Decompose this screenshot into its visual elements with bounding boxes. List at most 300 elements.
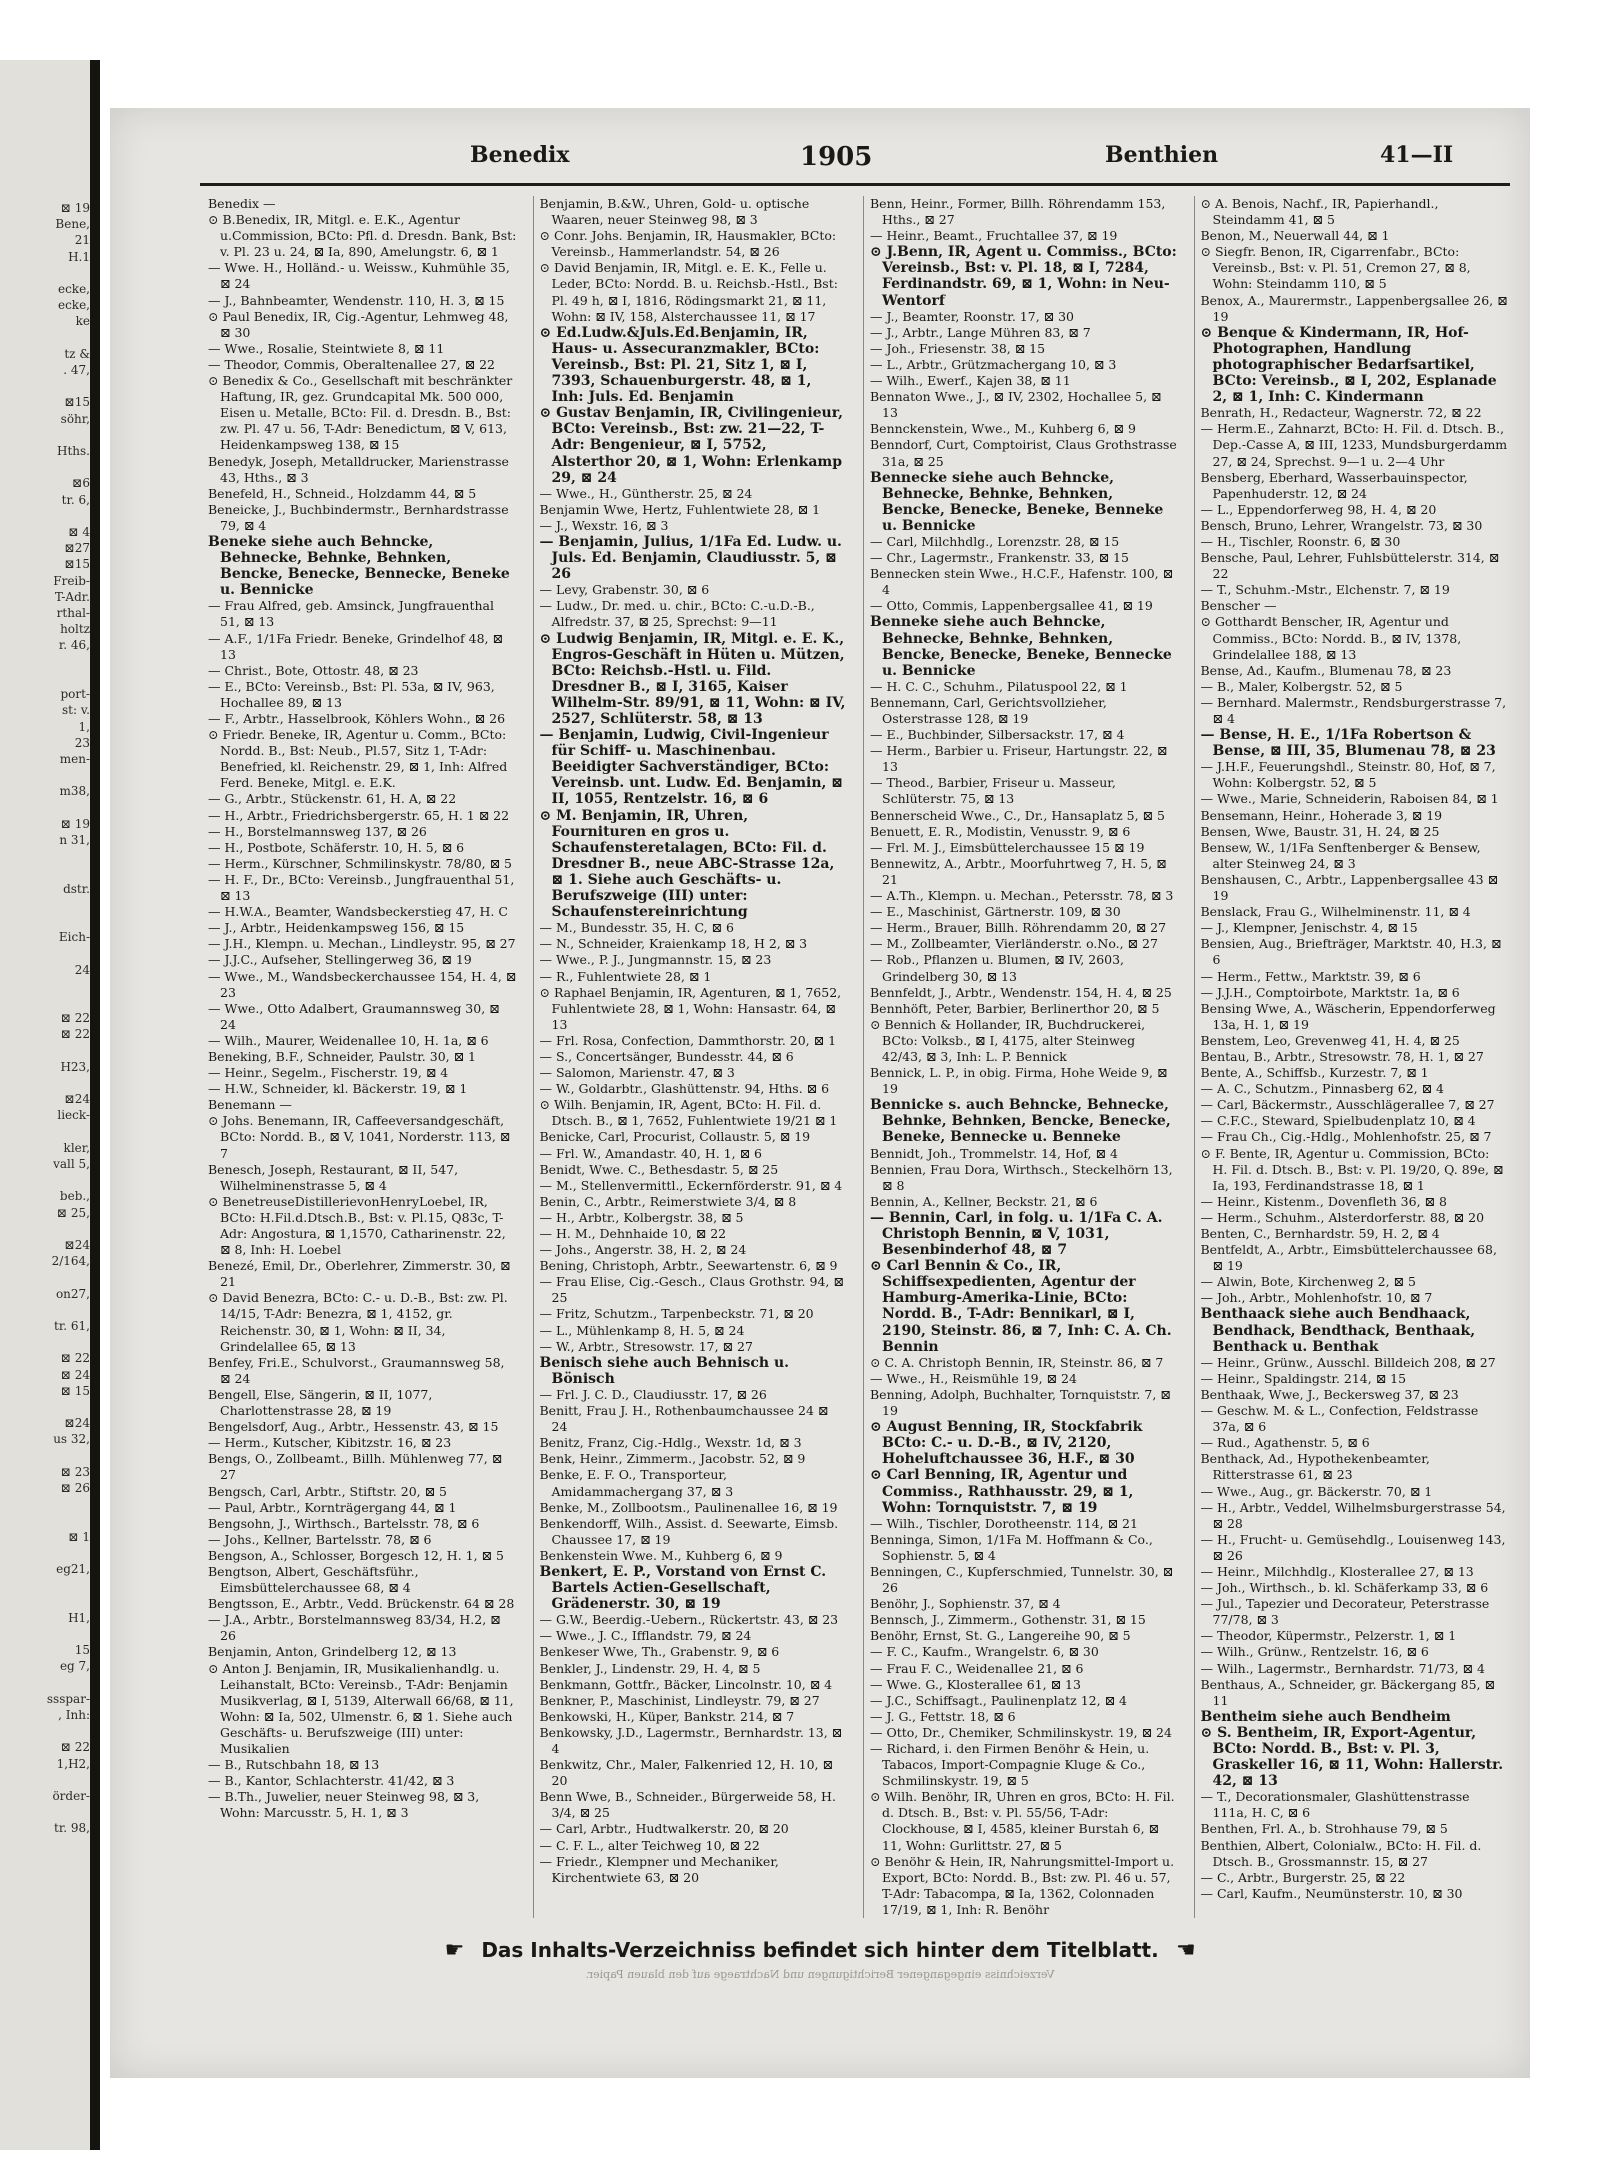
directory-entry: Bentau, B., Arbtr., Stresowstr. 78, H. 1, ⊠ 27 xyxy=(1200,1048,1484,1064)
directory-entry: ⊙ Benöhr & Hein, IR, Nahrungsmittel-Import u. Export, BCto: Nordd. B., Bst: zw. Pl. 46 u. 57, T-Adr: Tabacompa, ⊠ Ia, 1362, Colonnaden 17/19, ⊠ 1, Inh: R. Benöhr xyxy=(870,1853,1175,1917)
directory-entry: — Bernhard. Malermstr., Rendsburgerstrasse 7, ⊠ 4 xyxy=(1200,694,1507,726)
directory-entry: Bensberg, Eberhard, Wasserbauinspector, Papenhuderstr. 12, ⊠ 24 xyxy=(1200,469,1468,501)
directory-entry: Bennicke s. auch Behncke, Behnecke, Behnke, Behnken, Bencke, Benecke, Beneke, Bennecke u. Benneke xyxy=(870,1097,1171,1146)
directory-entry: Bentheim siehe auch Bendheim xyxy=(1200,1708,1451,1725)
directory-entry: — A.F., 1/1Fa Friedr. Beneke, Grindelhof 48, ⊠ 13 xyxy=(208,630,503,662)
directory-entry: ⊙ B.Benedix, IR, Mitgl. e. E.K., Agentur u.Commission, BCto: Pfl. d. Dresdn. Bank, Bst: v. Pl. 23 u. 24, ⊠ Ia, 890, Amelungstr. 6, ⊠ 1 xyxy=(208,212,517,260)
left-strip-line: ⊠ 1 xyxy=(68,1529,90,1544)
directory-entry: Benndorf, Curt, Comptoirist, Claus Grothstrasse 31a, ⊠ 25 xyxy=(870,437,1177,469)
directory-entry: — Herm., Fettw., Marktstr. 39, ⊠ 6 xyxy=(1200,968,1421,984)
directory-entry: ⊙ Carl Bennin & Co., IR, Schiffsexpedienten, Agentur der Hamburg-Amerika-Linie, BCto: Nordd. B., T-Adr: Bennikarl, ⊠ I, 2190, Steinstr. 86, ⊠ 7, Inh: C. A. Ch. Bennin xyxy=(870,1258,1172,1355)
directory-entry: — Heinr., Spaldingstr. 214, ⊠ 15 xyxy=(1200,1370,1407,1386)
directory-entry: — Heinr., Beamt., Fruchtallee 37, ⊠ 19 xyxy=(870,228,1118,244)
directory-entry: — Salomon, Marienstr. 47, ⊠ 3 xyxy=(539,1065,735,1081)
directory-entry: Benin, C., Arbtr., Reimerstwiete 3/4, ⊠ 8 xyxy=(539,1193,797,1209)
directory-entry: — Geschw. M. & L., Confection, Feldstrasse 37a, ⊠ 6 xyxy=(1200,1403,1479,1435)
column-3 xyxy=(863,196,1182,1918)
directory-entry: — J.J.H., Comptoirbote, Marktstr. 1a, ⊠ 6 xyxy=(1200,984,1460,1000)
directory-entry: Benedyk, Joseph, Metalldrucker, Marienstrasse 43, Hths., ⊠ 3 xyxy=(208,453,509,485)
left-strip-line: ⊠ 23 xyxy=(60,1464,90,1479)
left-strip-line: ⊠ 22 xyxy=(60,1027,90,1042)
directory-entry: — H., Arbtr., Kolbergstr. 38, ⊠ 5 xyxy=(539,1209,744,1225)
directory-entry: Bennick, L. P., in obig. Firma, Hohe Weide 9, ⊠ 19 xyxy=(870,1065,1168,1097)
footer-notice-text: Das Inhalts-Verzeichniss befindet sich hinter dem Titelblatt. xyxy=(481,1938,1159,1962)
directory-entry: ⊙ Friedr. Beneke, IR, Agentur u. Comm., BCto: Nordd. B., Bst: Neub., Pl.57, Sitz 1, T-Adr: Benefried, kl. Reichenstr. 29, ⊠ 1, Inh: Alfred Ferd. Beneke, Mitgl. e. E.K. xyxy=(208,727,508,791)
directory-entry: Bengson, A., Schlosser, Borgesch 12, H. 1, ⊠ 5 xyxy=(208,1547,504,1563)
directory-entry: — Otto, Commis, Lappenbergsallee 41, ⊠ 19 xyxy=(870,598,1153,614)
directory-entry: — Ludw., Dr. med. u. chir., BCto: C.-u.D.-B., Alfredstr. 37, ⊠ 25, Sprechst: 9—11 xyxy=(539,598,815,630)
directory-entry: — L., Eppendorferweg 98, H. 4, ⊠ 20 xyxy=(1200,501,1437,517)
left-strip-line xyxy=(4,848,90,864)
directory-entry: Benedix — xyxy=(208,196,276,211)
directory-entry: — Wilh., Maurer, Weidenallee 10, H. 1a, ⊠ 6 xyxy=(208,1032,489,1048)
directory-entry: — L., Arbtr., Grützmachergang 10, ⊠ 3 xyxy=(870,356,1117,372)
directory-entry: — J.A., Arbtr., Borstelmannsweg 83/34, H.2, ⊠ 26 xyxy=(208,1612,501,1644)
directory-entry: Bennecken stein Wwe., H.C.F., Hafenstr. 100, ⊠ 4 xyxy=(870,566,1174,598)
left-strip-line: ⊠27 xyxy=(64,541,90,556)
directory-entry: Bensemann, Heinr., Hoherade 3, ⊠ 19 xyxy=(1200,807,1443,823)
directory-entry: — E., Maschinist, Gärtnerstr. 109, ⊠ 30 xyxy=(870,904,1121,920)
left-strip-line xyxy=(4,897,90,913)
directory-entry: — H., Arbtr., Friedrichsbergerstr. 65, H. 1 ⊠ 22 xyxy=(208,807,510,823)
directory-entry: ⊙ Benque & Kindermann, IR, Hof-Photographen, Handlung photographischer Bedarfsartikel, BCto: Vereinsb., ⊠ I, 202, Esplanade 2, ⊠ 1, Inh: C. Kindermann xyxy=(1200,324,1497,406)
left-strip-line xyxy=(4,1043,90,1059)
left-strip-line: ⊠ 26 xyxy=(60,1481,90,1496)
directory-entry: Bengtson, Albert, Geschäftsführ., Eimsbüttelerchaussee 68, ⊠ 4 xyxy=(208,1563,419,1596)
left-strip-line: kler, xyxy=(63,1140,90,1155)
directory-entry: — C.F.C., Steward, Spielbudenplatz 10, ⊠ 4 xyxy=(1200,1113,1476,1129)
directory-entry: Benöhr, J., Sophienstr. 37, ⊠ 4 xyxy=(870,1596,1061,1612)
directory-entry: Benten, C., Bernhardstr. 59, H. 2, ⊠ 4 xyxy=(1200,1226,1440,1241)
left-strip-line: 1,H2, xyxy=(56,1756,90,1771)
directory-entry: — F. C., Kaufm., Wrangelstr. 6, ⊠ 30 xyxy=(870,1644,1099,1660)
left-strip-line: men- xyxy=(59,751,90,766)
left-strip-line: tz & xyxy=(64,346,90,361)
directory-entry: ⊙ David Benjamin, IR, Mitgl. e. E. K., Felle u. Leder, BCto: Nordd. B. u. Reichsb.-Hstl., Bst: Pl. 49 h, ⊠ I, 1816, Rödingsmarkt 21, ⊠ 11, Wohn: ⊠ IV, 158, Alsterchaussee 11, ⊠ 17 xyxy=(539,260,838,324)
directory-entry: Bengell, Else, Sängerin, ⊠ II, 1077, Charlottenstrasse 28, ⊠ 19 xyxy=(208,1386,433,1419)
directory-entry: — Bense, H. E., 1/1Fa Robertson & Bense, ⊠ III, 35, Blumenau 78, ⊠ 23 xyxy=(1200,727,1496,760)
directory-entry: — Frau Ch., Cig.-Hdlg., Mohlenhofstr. 25, ⊠ 7 xyxy=(1200,1129,1492,1145)
directory-entry: — Otto, Dr., Chemiker, Schmilinskystr. 19, ⊠ 24 xyxy=(870,1724,1172,1740)
directory-entry: — N., Schneider, Kraienkamp 18, H 2, ⊠ 3 xyxy=(539,936,808,952)
directory-entry: Bennin, A., Kellner, Beckstr. 21, ⊠ 6 xyxy=(870,1193,1098,1209)
directory-entry: Bennhöft, Peter, Barbier, Berlinerthor 20, ⊠ 5 xyxy=(870,1000,1160,1016)
directory-entry: Bennecke siehe auch Behncke, Behnecke, Behnke, Behnken, Bencke, Benecke, Beneke, Benneke u. Bennicke xyxy=(870,469,1164,534)
directory-entry: Bennaton Wwe., J., ⊠ IV, 2302, Hochallee 5, ⊠ 13 xyxy=(870,389,1162,421)
left-strip-line: ⊠ 19 xyxy=(60,201,90,215)
directory-entry: Bennien, Frau Dora, Wirthsch., Steckelhörn 13, ⊠ 8 xyxy=(870,1161,1173,1193)
column-4 xyxy=(1194,196,1513,1918)
directory-entry: — E., Buchbinder, Silbersackstr. 17, ⊠ 4 xyxy=(870,727,1125,743)
directory-entry: ⊙ Benedix & Co., Gesellschaft mit beschränkter Haftung, IR, gez. Grundcapital Mk. 500 000, Eisen u. Metalle, BCto: Fil. d. Dresdn. B., Bst: zw. Pl. 47 u. 56, T-Adr: Benedictum, ⊠ V, 613, Heidenkampsweg 138, ⊠ 15 xyxy=(208,373,513,453)
directory-entry: — Joh., Wirthsch., b. kl. Schäferkamp 33, ⊠ 6 xyxy=(1200,1580,1489,1596)
directory-entry: Benkler, J., Lindenstr. 29, H. 4, ⊠ 5 xyxy=(539,1660,761,1676)
directory-entry: — Wwe., Otto Adalbert, Graumannsweg 30, ⊠ 24 xyxy=(208,1000,500,1032)
directory-entry: — Benjamin, Ludwig, Civil-Ingenieur für Schiff- u. Maschinenbau. Beeidigter Sachverständiger, BCto: Vereinsb. unt. Ludw. Ed. Benjamin, ⊠ II, 1055, Rentzelstr. 16, ⊠ 6 xyxy=(539,727,844,808)
directory-entry: — J., Arbtr., Lange Mühren 83, ⊠ 7 xyxy=(870,324,1091,340)
left-strip-line: eg 7, xyxy=(59,1659,90,1674)
directory-entry: ⊙ A. Benois, Nachf., IR, Papierhandl., Steindamm 41, ⊠ 5 xyxy=(1200,196,1439,228)
left-strip-line: vall 5, xyxy=(53,1156,90,1171)
directory-entry: — Alwin, Bote, Kirchenweg 2, ⊠ 5 xyxy=(1200,1274,1416,1290)
footer-notice xyxy=(110,1938,1530,1963)
directory-entry: ⊙ Gotthardt Benscher, IR, Agentur und Commiss., BCto: Nordd. B., ⊠ IV, 1378, Grindelallee 188, ⊠ 13 xyxy=(1200,614,1462,662)
left-strip-line: tr. 6, xyxy=(61,492,90,507)
left-strip-line: H23, xyxy=(60,1059,90,1074)
directory-entry: ⊙ J.Benn, IR, Agent u. Commiss., BCto: Vereinsb., Bst: v. Pl. 18, ⊠ I, 7284, Ferdinandstr. 69, ⊠ 1, Wohn: in Neu-Wentorf xyxy=(870,244,1177,309)
directory-entry: Benitt, Frau J. H., Rothenbaumchaussee 24 ⊠ 24 xyxy=(539,1403,829,1435)
directory-entry: — H., Postbote, Schäferstr. 10, H. 5, ⊠ 6 xyxy=(208,839,465,855)
directory-entry: — J., Beamter, Roonstr. 17, ⊠ 30 xyxy=(870,308,1074,324)
directory-entry: Benitz, Franz, Cig.-Hdlg., Wexstr. 1d, ⊠ 3 xyxy=(539,1435,802,1451)
header-rule xyxy=(200,183,1510,186)
left-strip-line: ⊠24 xyxy=(64,1092,90,1107)
directory-entry: — R., Fuhlentwiete 28, ⊠ 1 xyxy=(539,968,712,984)
directory-entry: Benn Wwe, B., Schneider., Bürgerweide 58, H. 3/4, ⊠ 25 xyxy=(539,1789,836,1821)
directory-entry: Bengs, O., Zollbeamt., Billh. Mühlenweg 77, ⊠ 27 xyxy=(208,1451,503,1483)
directory-entry: Bennidt, Joh., Trommelstr. 14, Hof, ⊠ 4 xyxy=(870,1145,1118,1161)
left-strip-line: ecke, xyxy=(57,298,90,313)
left-page-edge xyxy=(0,60,100,2150)
directory-entry: Benshausen, C., Arbtr., Lappenbergsallee 43 ⊠ 19 xyxy=(1200,871,1499,904)
directory-entry: Benning, Adolph, Buchhalter, Tornquiststr. 7, ⊠ 19 xyxy=(870,1386,1171,1419)
directory-entry: Benezé, Emil, Dr., Oberlehrer, Zimmerstr. 30, ⊠ 21 xyxy=(208,1258,511,1290)
directory-page xyxy=(110,108,1530,2078)
directory-entry: — Theodor, Küpermstr., Pelzerstr. 1, ⊠ 1 xyxy=(1200,1628,1457,1644)
directory-entry: Bengtsson, E., Arbtr., Vedd. Brückenstr. 64 ⊠ 28 xyxy=(208,1596,515,1612)
left-strip-line xyxy=(4,1448,90,1464)
directory-entry: Benkwitz, Chr., Maler, Falkenried 12, H. 10, ⊠ 20 xyxy=(539,1757,833,1789)
directory-entry: Bensch, Bruno, Lehrer, Wrangelstr. 73, ⊠ 30 xyxy=(1200,517,1483,533)
directory-entry: ⊙ Anton J. Benjamin, IR, Musikalienhandlg. u. Leihanstalt, BCto: Vereinsb., T-Adr: Benjamin Musikverlag, ⊠ I, 5139, Alterwall 66/68, ⊠ 11, Wohn: ⊠ Ia, 502, Ulmenstr. 6, ⊠ 1. Siehe auch Geschäfts- u. Berufszweige (III) unter: Musikalien xyxy=(208,1660,514,1756)
left-strip-line: söhr, xyxy=(60,411,90,426)
directory-entry: Benkowski, H., Küper, Bankstr. 214, ⊠ 7 xyxy=(539,1708,795,1724)
directory-entry: Bensen, Wwe, Baustr. 31, H. 24, ⊠ 25 xyxy=(1200,823,1440,839)
directory-entry: — Wilh., Lagermstr., Bernhardstr. 71/73, ⊠ 4 xyxy=(1200,1660,1485,1676)
directory-entry: — M., Bundesstr. 35, H. C, ⊠ 6 xyxy=(539,920,734,936)
directory-entry: Benthaack siehe auch Bendhaack, Bendhack, Bendthack, Benthaak, Benthack u. Benthak xyxy=(1200,1306,1476,1355)
left-strip-line: m38, xyxy=(59,784,90,799)
directory-entry: Benidt, Wwe. C., Bethesdastr. 5, ⊠ 25 xyxy=(539,1161,779,1177)
directory-entry: Bense, Ad., Kaufm., Blumenau 78, ⊠ 23 xyxy=(1200,662,1452,678)
directory-entry: — Herm., Schuhm., Alsterdorferstr. 88, ⊠ 20 xyxy=(1200,1209,1485,1225)
left-strip-line: rthal- xyxy=(56,606,90,621)
directory-entry: — Frau Alfred, geb. Amsinck, Jungfrauenthal 51, ⊠ 13 xyxy=(208,598,494,630)
directory-entry: — J.H., Klempn. u. Mechan., Lindleystr. 95, ⊠ 27 xyxy=(208,936,516,952)
directory-entry: — Herm., Brauer, Billh. Röhrendamm 20, ⊠ 27 xyxy=(870,920,1167,936)
directory-entry: ⊙ Bennich & Hollander, IR, Buchdruckerei, BCto: Volksb., ⊠ I, 4175, alter Steinweg 42/43, ⊠ 3, Inh: L. P. Bennick xyxy=(870,1016,1146,1064)
left-strip-line: on27, xyxy=(55,1286,90,1301)
directory-entry: Benemann — xyxy=(208,1097,292,1113)
directory-entry: — Fritz, Schutzm., Tarpenbeckstr. 71, ⊠ 20 xyxy=(539,1306,814,1322)
directory-entry: Benesch, Joseph, Restaurant, ⊠ II, 547, Wilhelminenstrasse 5, ⊠ 4 xyxy=(208,1161,459,1193)
directory-entry: Bening, Christoph, Arbtr., Seewartenstr. 6, ⊠ 9 xyxy=(539,1258,838,1274)
directory-entry: Bensien, Aug., Briefträger, Marktstr. 40, H.3, ⊠ 6 xyxy=(1200,936,1502,968)
left-strip-line xyxy=(4,945,90,961)
directory-entry: — H., Arbtr., Veddel, Wilhelmsburgerstrasse 54, ⊠ 28 xyxy=(1200,1499,1506,1531)
left-strip-line xyxy=(4,670,90,686)
left-strip-line xyxy=(4,978,90,994)
left-strip-line: 2/164, xyxy=(51,1254,90,1269)
directory-entry: Benthaak, Wwe, J., Beckersweg 37, ⊠ 23 xyxy=(1200,1386,1459,1402)
left-strip-line: ⊠15 xyxy=(64,557,90,572)
directory-entry: Bentfeldt, A., Arbtr., Eimsbüttelerchaussee 68, ⊠ 19 xyxy=(1200,1242,1497,1274)
left-strip-line: Bene, xyxy=(55,217,90,232)
directory-entry: — Carl, Kaufm., Neumünsterstr. 10, ⊠ 30 xyxy=(1200,1885,1463,1901)
directory-entry: — Herm.E., Zahnarzt, BCto: H. Fil. d. Dtsch. B., Dep.-Casse A, ⊠ III, 1233, Mundsburgerdamm 27, ⊠ 24, Sprechst. 9—1 u. 2—4 Uhr xyxy=(1200,421,1508,469)
directory-entry: Benjamin, Anton, Grindelberg 12, ⊠ 13 xyxy=(208,1644,457,1660)
directory-entry: Benkmann, Gottfr., Bäcker, Lincolnstr. 10, ⊠ 4 xyxy=(539,1676,833,1692)
directory-entry: Bennfeldt, J., Arbtr., Wendenstr. 154, H. 4, ⊠ 25 xyxy=(870,984,1172,1000)
directory-entry: Benningen, C., Kupferschmied, Tunnelstr. 30, ⊠ 26 xyxy=(870,1563,1174,1596)
directory-entry: — J. G., Fettstr. 18, ⊠ 6 xyxy=(870,1708,1016,1724)
directory-entry: Benox, A., Maurermstr., Lappenbergsallee 26, ⊠ 19 xyxy=(1200,292,1508,324)
directory-entry: — Frl. Rosa, Confection, Dammthorstr. 20, ⊠ 1 xyxy=(539,1032,837,1048)
left-strip-line: H1, xyxy=(68,1610,90,1625)
left-strip-line: H.1 xyxy=(68,249,90,264)
directory-entry: Bennerscheid Wwe., C., Dr., Hansaplatz 5, ⊠ 5 xyxy=(870,807,1165,823)
left-strip-line xyxy=(4,378,90,394)
left-strip-line: ⊠ 22 xyxy=(60,1740,90,1755)
left-strip-line xyxy=(4,330,90,346)
directory-entry: ⊙ August Benning, IR, Stockfabrik BCto: C.- u. D.-B., ⊠ IV, 2120, Hoheluftchaussee 36, H.F., ⊠ 30 xyxy=(870,1419,1143,1468)
directory-entry: Benthen, Frl. A., b. Strohhause 79, ⊠ 5 xyxy=(1200,1821,1448,1837)
directory-entry: ⊙ Johs. Benemann, IR, Caffeeversandgeschäft, BCto: Nordd. B., ⊠ V, 1041, Norderstr. 113, ⊠ 7 xyxy=(208,1113,511,1161)
directory-entry: — Johs., Angerstr. 38, H. 2, ⊠ 24 xyxy=(539,1242,747,1258)
left-strip-line xyxy=(4,1334,90,1350)
directory-entry: — A. C., Schutzm., Pinnasberg 62, ⊠ 4 xyxy=(1200,1081,1445,1097)
directory-entry: — B., Kantor, Schlachterstr. 41/42, ⊠ 3 xyxy=(208,1773,455,1789)
directory-entry: Benjamin Wwe, Hertz, Fuhlentwiete 28, ⊠ 1 xyxy=(539,501,821,517)
left-strip-line: tr. 98, xyxy=(54,1821,90,1836)
left-strip-line xyxy=(4,1512,90,1528)
directory-entry: — M., Stellenvermittl., Eckernförderstr. 91, ⊠ 4 xyxy=(539,1177,843,1193)
directory-entry: Benfey, Fri.E., Schulvorst., Graumannsweg 58, ⊠ 24 xyxy=(208,1354,505,1386)
left-strip-line xyxy=(4,913,90,929)
directory-entry: Benkeser Wwe, Th., Grabenstr. 9, ⊠ 6 xyxy=(539,1644,780,1660)
directory-entry: — Frau Elise, Cig.-Gesch., Claus Grothstr. 94, ⊠ 25 xyxy=(539,1274,844,1306)
directory-entry: — C. F. L., alter Teichweg 10, ⊠ 22 xyxy=(539,1837,760,1853)
directory-entry: ⊙ M. Benjamin, IR, Uhren, Fournituren en gros u. Schaufensteretalagen, BCto: Fil. d. Dresdner B., neue ABC-Strasse 12a, ⊠ 1. Siehe auch Geschäfts- u. Berufszweige (III) unter: Schaufenstereinrichtung xyxy=(539,807,835,921)
left-strip-line: ⊠ 22 xyxy=(60,1351,90,1366)
directory-entry: — H. M., Dehnhaide 10, ⊠ 22 xyxy=(539,1226,727,1241)
directory-entry: — T., Decorationsmaler, Glashüttenstrasse 111a, H. C, ⊠ 6 xyxy=(1200,1789,1470,1821)
left-strip-line: örder- xyxy=(52,1788,90,1803)
left-strip-line xyxy=(4,1593,90,1609)
directory-entry: — J., Wexstr. 16, ⊠ 3 xyxy=(539,517,669,533)
header-page-number: 41—II xyxy=(1380,142,1454,168)
left-strip-line xyxy=(4,1221,90,1237)
directory-entry: — Wilh., Grünw., Rentzelstr. 16, ⊠ 6 xyxy=(1200,1644,1429,1660)
directory-entry: — L., Mühlenkamp 8, H. 5, ⊠ 24 xyxy=(539,1322,745,1338)
directory-entry: — H.W., Schneider, kl. Bäckerstr. 19, ⊠ 1 xyxy=(208,1081,468,1097)
directory-entry: ⊙ S. Bentheim, IR, Export-Agentur, BCto: Nordd. B., Bst: v. Pl. 3, Graskeller 16, ⊠ 11, Wohn: Hallerstr. 42, ⊠ 13 xyxy=(1200,1724,1504,1790)
left-strip-line: Eich- xyxy=(58,930,90,945)
directory-entry: — Rud., Agathenstr. 5, ⊠ 6 xyxy=(1200,1435,1370,1451)
directory-entry: Bente, A., Schiffsb., Kurzestr. 7, ⊠ 1 xyxy=(1200,1065,1429,1081)
directory-entry: — Wwe., J. C., Ifflandstr. 79, ⊠ 24 xyxy=(539,1628,752,1644)
left-strip-line: T-Adr. xyxy=(54,589,90,604)
left-strip-line xyxy=(4,508,90,524)
left-strip-line: 15 xyxy=(74,1643,90,1658)
directory-entry: — Wilh., Ewerf., Kajen 38, ⊠ 11 xyxy=(870,373,1071,389)
directory-entry: ⊙ F. Bente, IR, Agentur u. Commission, BCto: H. Fil. d. Dtsch. B., Bst: v. Pl. 19/20, Q. 89e, ⊠ Ia, 193, Ferdinandstrasse 18, ⊠ 1 xyxy=(1200,1145,1504,1193)
directory-entry: — Chr., Lagermstr., Frankenstr. 33, ⊠ 15 xyxy=(870,550,1129,566)
directory-entry: — Joh., Arbtr., Mohlenhofstr. 10, ⊠ 7 xyxy=(1200,1290,1433,1306)
directory-entry: — B., Maler, Kolbergstr. 52, ⊠ 5 xyxy=(1200,678,1403,694)
directory-entry: — Wwe., H., Güntherstr. 25, ⊠ 24 xyxy=(539,485,753,501)
directory-entry: — Paul, Arbtr., Kornträgergang 44, ⊠ 1 xyxy=(208,1499,457,1515)
directory-entry: Benke, E. F. O., Transporteur, Amidammachergang 37, ⊠ 3 xyxy=(539,1467,734,1499)
left-strip-line xyxy=(4,1496,90,1512)
directory-entry: — Wwe., Rosalie, Steintwiete 8, ⊠ 11 xyxy=(208,340,445,356)
directory-entry: Bennsch, J., Zimmerm., Gothenstr. 31, ⊠ 15 xyxy=(870,1612,1146,1628)
header-left-catchword: Benedix xyxy=(470,142,570,168)
directory-entry: — Rob., Pflanzen u. Blumen, ⊠ IV, 2603, Grindelberg 30, ⊠ 13 xyxy=(870,952,1125,984)
directory-entry: — C., Arbtr., Burgerstr. 25, ⊠ 22 xyxy=(1200,1869,1406,1885)
directory-entry: Benscher — xyxy=(1200,598,1277,614)
directory-entry: ⊙ David Benezra, BCto: C.- u. D.-B., Bst: zw. Pl. 14/15, T-Adr: Benezra, ⊠ 1, 4152, gr. Reichenstr. 30, ⊠ 1, Wohn: ⊠ II, 34, Grindelallee 65, ⊠ 13 xyxy=(208,1290,508,1354)
left-strip-line xyxy=(4,1674,90,1690)
directory-entry: Benthaus, A., Schneider, gr. Bäckergang 85, ⊠ 11 xyxy=(1200,1676,1495,1708)
directory-entry: — J., Arbtr., Heidenkampsweg 156, ⊠ 15 xyxy=(208,920,465,936)
left-strip-line xyxy=(4,1804,90,1820)
left-strip-line: ⊠ 25, xyxy=(57,1205,90,1220)
directory-entry: ⊙ Paul Benedix, IR, Cig.-Agentur, Lehmweg 48, ⊠ 30 xyxy=(208,308,509,340)
directory-entry: Bensing Wwe, A., Wäscherin, Eppendorferweg 13a, H. 1, ⊠ 19 xyxy=(1200,1000,1496,1032)
directory-entry: ⊙ BenetreuseDistillerievonHenryLoebel, IR, BCto: H.Fil.d.Dtsch.B., Bst: v. Pl.15, Q83c, T-Adr: Angostura, ⊠ 1,1570, Catharinenstr. 22, ⊠ 8, Inh: H. Loebel xyxy=(208,1193,506,1258)
header-year: 1905 xyxy=(800,142,873,172)
directory-entry: — Jul., Tapezier und Decorateur, Peterstrasse 77/78, ⊠ 3 xyxy=(1200,1596,1490,1628)
directory-entry: Bensche, Paul, Lehrer, Fuhlsbüttelerstr. 314, ⊠ 22 xyxy=(1200,550,1500,582)
directory-entry: — Herm., Barbier u. Friseur, Hartungstr. 22, ⊠ 13 xyxy=(870,743,1168,775)
directory-entry: Benicke, Carl, Procurist, Collaustr. 5, ⊠ 19 xyxy=(539,1129,811,1145)
directory-entry: — J.H.F., Feuerungshdl., Steinstr. 80, Hof, ⊠ 7, Wohn: Kolbergstr. 52, ⊠ 5 xyxy=(1200,759,1496,791)
left-strip-line: us 32, xyxy=(53,1432,90,1447)
directory-entry: — G., Arbtr., Stückenstr. 61, H. A, ⊠ 22 xyxy=(208,791,457,807)
left-strip-line: ke xyxy=(75,314,90,329)
directory-columns xyxy=(202,196,1512,1917)
directory-entry: ⊙ Conr. Johs. Benjamin, IR, Hausmakler, BCto: Vereinsb., Hammerlandstr. 54, ⊠ 26 xyxy=(539,228,837,260)
left-strip-line: ⊠6 xyxy=(72,476,90,491)
directory-entry: — F., Arbtr., Hasselbrook, Köhlers Wohn., ⊠ 26 xyxy=(208,711,506,726)
left-strip-line: ⊠15 xyxy=(64,395,90,410)
left-strip-line: ecke, xyxy=(57,282,90,297)
left-strip-line xyxy=(4,1577,90,1593)
left-strip-line: ⊠ 4 xyxy=(68,525,90,540)
left-strip-line: 21 xyxy=(74,233,90,248)
directory-entry: — Wwe., H., Reismühle 19, ⊠ 24 xyxy=(870,1370,1077,1386)
directory-entry: — Richard, i. den Firmen Benöhr & Hein, u. Tabacos, Import-Compagnie Kluge & Co., Schmilinskystr. 19, ⊠ 5 xyxy=(870,1741,1150,1789)
directory-entry: — Frl. J. C. D., Claudiusstr. 17, ⊠ 26 xyxy=(539,1386,767,1402)
directory-entry: Benisch siehe auch Behnisch u. Bönisch xyxy=(539,1354,790,1387)
directory-entry: Benninga, Simon, 1/1Fa M. Hoffmann & Co., Sophienstr. 5, ⊠ 4 xyxy=(870,1531,1153,1563)
left-strip-line: st: v. xyxy=(61,703,90,718)
left-strip-line: dstr. xyxy=(63,881,90,896)
directory-entry: — M., Zollbeamter, Vierländerstr. o.No., ⊠ 27 xyxy=(870,936,1158,952)
directory-entry: Benöhr, Ernst, St. G., Langereihe 90, ⊠ 5 xyxy=(870,1628,1131,1644)
directory-entry: — Theod., Barbier, Friseur u. Masseur, Schlüterstr. 75, ⊠ 13 xyxy=(870,775,1116,807)
directory-entry: — Theodor, Commis, Oberaltenallee 27, ⊠ 22 xyxy=(208,356,495,372)
left-strip-line: ⊠ 19 xyxy=(60,816,90,831)
left-strip-line: beb., xyxy=(59,1189,90,1204)
directory-entry: Benkowsky, J.D., Lagermstr., Bernhardstr. 13, ⊠ 4 xyxy=(539,1724,843,1756)
directory-entry: — Frl. M. J., Eimsbüttelerchaussee 15 ⊠ 19 xyxy=(870,839,1145,855)
left-strip-line: lieck- xyxy=(57,1108,90,1123)
directory-entry: Bennewitz, A., Arbtr., Moorfuhrtweg 7, H. 5, ⊠ 21 xyxy=(870,855,1167,887)
left-strip-line: . 47, xyxy=(63,363,90,378)
left-strip-line: Hths. xyxy=(57,444,90,459)
directory-entry: — H., Borstelmannsweg 137, ⊠ 26 xyxy=(208,823,427,839)
left-strip-line xyxy=(4,1075,90,1091)
directory-entry: — Heinr., Kistenm., Dovenfleth 36, ⊠ 8 xyxy=(1200,1193,1447,1209)
left-strip-line xyxy=(4,1545,90,1561)
directory-entry: Benslack, Frau G., Wilhelminenstr. 11, ⊠ 4 xyxy=(1200,904,1471,920)
directory-entry: — H., Tischler, Roonstr. 6, ⊠ 30 xyxy=(1200,533,1401,549)
directory-entry: Benthien, Albert, Colonialw., BCto: H. Fil. d. Dtsch. B., Grossmannstr. 15, ⊠ 27 xyxy=(1200,1837,1482,1869)
directory-entry: — Wilh., Tischler, Dorotheenstr. 114, ⊠ 21 xyxy=(870,1515,1138,1531)
header-right-catchword: Benthien xyxy=(1105,142,1219,168)
left-strip-line: port- xyxy=(60,687,90,702)
directory-entry: — G.W., Beerdig.-Uebern., Rückertstr. 43, ⊠ 23 xyxy=(539,1612,839,1628)
directory-entry: Benneke siehe auch Behncke, Behnecke, Behnke, Behnken, Bencke, Benecke, Beneke, Bennecke u. Bennicke xyxy=(870,614,1172,679)
directory-entry: — Heinr., Grünw., Ausschl. Billdeich 208, ⊠ 27 xyxy=(1200,1354,1496,1370)
directory-entry: — S., Concertsänger, Bundesstr. 44, ⊠ 6 xyxy=(539,1048,794,1064)
left-strip-line: ssspar- xyxy=(46,1691,90,1706)
show-through-text: Verzeichniss eingegangener Berichtigungen und Nachtraege auf den blauen Papier. xyxy=(585,1968,1055,1981)
directory-entry: Benkenstein Wwe. M., Kuhberg 6, ⊠ 9 xyxy=(539,1547,783,1563)
directory-entry: — Frau F. C., Weidenallee 21, ⊠ 6 xyxy=(870,1660,1084,1676)
directory-entry: — Wwe. H., Holländ.- u. Weissw., Kuhmühle 35, ⊠ 24 xyxy=(208,260,510,292)
directory-entry: — W., Goldarbtr., Glashüttenstr. 94, Hths. ⊠ 6 xyxy=(539,1081,830,1097)
directory-entry: — H.W.A., Beamter, Wandsbeckerstieg 47, H. C xyxy=(208,904,508,920)
directory-entry: ⊙ Carl Benning, IR, Agentur und Commiss., Rathhausstr. 29, ⊠ 1, Wohn: Tornquiststr. 7, ⊠ 19 xyxy=(870,1467,1134,1516)
directory-entry: — Friedr., Klempner und Mechaniker, Kirchentwiete 63, ⊠ 20 xyxy=(539,1853,779,1885)
directory-entry: — B.Th., Juwelier, neuer Steinweg 98, ⊠ 3, Wohn: Marcusstr. 5, H. 1, ⊠ 3 xyxy=(208,1789,480,1821)
directory-entry: — Frl. W., Amandastr. 40, H. 1, ⊠ 6 xyxy=(539,1145,762,1161)
directory-entry: ⊙ Wilh. Benjamin, IR, Agent, BCto: H. Fil. d. Dtsch. B., ⊠ 1, 7652, Fuhlentwiete 19/21 ⊠ 1 xyxy=(539,1097,838,1129)
directory-entry: — T., Schuhm.-Mstr., Elchenstr. 7, ⊠ 19 xyxy=(1200,582,1450,598)
left-strip-line xyxy=(4,1626,90,1642)
left-strip-line xyxy=(4,1172,90,1188)
left-strip-line xyxy=(4,265,90,281)
page-header xyxy=(110,142,1530,178)
left-strip-line: 24 xyxy=(74,962,90,977)
directory-entry: — Carl, Bäckermstr., Ausschlägerallee 7, ⊠ 27 xyxy=(1200,1097,1495,1113)
left-strip-line: ⊠24 xyxy=(64,1416,90,1431)
directory-entry: Beneke siehe auch Behncke, Behnecke, Behnke, Behnken, Bencke, Benecke, Bennecke, Beneke u. Bennicke xyxy=(208,533,510,599)
left-strip-line: tr. 61, xyxy=(54,1319,90,1334)
directory-entry: Bennckenstein, Wwe., M., Kuhberg 6, ⊠ 9 xyxy=(870,421,1136,437)
directory-entry: Bengsch, Carl, Arbtr., Stiftstr. 20, ⊠ 5 xyxy=(208,1483,448,1499)
directory-entry: — H. C. C., Schuhm., Pilatuspool 22, ⊠ 1 xyxy=(870,678,1128,694)
directory-entry: — B., Rutschbahn 18, ⊠ 13 xyxy=(208,1757,380,1773)
directory-entry: — H. F., Dr., BCto: Vereinsb., Jungfrauenthal 51, ⊠ 13 xyxy=(208,871,515,904)
directory-entry: — W., Arbtr., Stresowstr. 17, ⊠ 27 xyxy=(539,1338,753,1354)
left-strip-line xyxy=(4,1269,90,1285)
left-strip-line: ⊠24 xyxy=(64,1238,90,1252)
directory-entry: Bengelsdorf, Aug., Arbtr., Hessenstr. 43, ⊠ 15 xyxy=(208,1419,499,1435)
left-strip-line xyxy=(4,1772,90,1788)
directory-entry: Beneking, B.F., Schneider, Paulstr. 30, ⊠ 1 xyxy=(208,1048,477,1064)
left-strip-line xyxy=(4,1302,90,1318)
pointing-hand-icon: ☛ xyxy=(444,1938,465,1963)
directory-entry: Benkner, P., Maschinist, Lindleystr. 79, ⊠ 27 xyxy=(539,1692,820,1708)
directory-entry: ⊙ Gustav Benjamin, IR, Civilingenieur, BCto: Vereinsb., Bst: zw. 21—22, T-Adr: Bengenieur, ⊠ I, 5752, Alsterthor 20, ⊠ 1, Wohn: Erlenkamp 29, ⊠ 24 xyxy=(539,405,843,486)
directory-entry: ⊙ Ed.Ludw.&Juls.Ed.Benjamin, IR, Haus- u. Assecuranzmakler, BCto: Vereinsb., Bst: Pl. 21, Sitz 1, ⊠ I, 7393, Schauenburgerstr. 48, ⊠ 1, Inh: Juls. Ed. Benjamin xyxy=(539,324,820,406)
left-strip-line: Freib- xyxy=(53,573,90,588)
left-strip-line xyxy=(4,767,90,783)
